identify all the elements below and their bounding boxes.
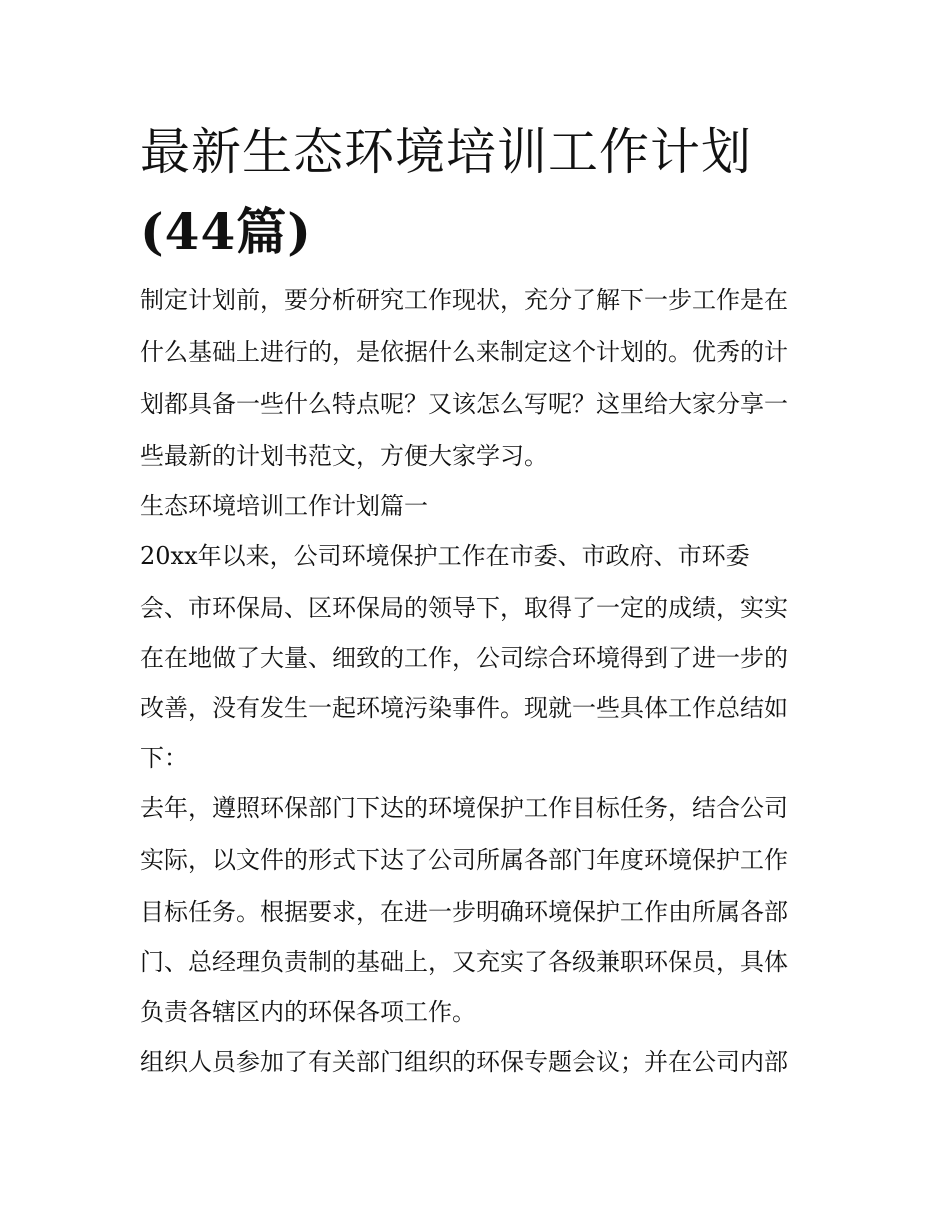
paragraph-line: 改善，没有发生一起环境污染事件。现就一些具体工作总结如	[140, 694, 788, 722]
paragraph-line: 在在地做了大量、细致的工作，公司综合环境得到了进一步的	[140, 644, 788, 672]
intro-line: 制定计划前，要分析研究工作现状，充分了解下一步工作是在	[140, 286, 788, 314]
paragraph-line: 会、市环保局、区环保局的领导下，取得了一定的成绩，实实	[140, 594, 788, 622]
paragraph-line: 去年，遵照环保部门下达的环境保护工作目标任务，结合公司	[140, 794, 788, 822]
paragraph-line: 门、总经理负责制的基础上，又充实了各级兼职环保员，具体	[140, 948, 788, 976]
title-line-1: 最新生态环境培训工作计划	[140, 123, 752, 181]
paragraph-line: 20xx年以来，公司环境保护工作在市委、市政府、市环委	[140, 542, 750, 570]
paragraph-line: 下：	[140, 744, 188, 772]
paragraph-line: 组织人员参加了有关部门组织的环保专题会议；并在公司内部	[140, 1048, 788, 1076]
intro-line: 划都具备一些什么特点呢？又该怎么写呢？这里给大家分享一	[140, 390, 788, 418]
intro-line: 什么基础上进行的，是依据什么来制定这个计划的。优秀的计	[140, 338, 788, 366]
paragraph-line: 目标任务。根据要求，在进一步明确环境保护工作由所属各部	[140, 898, 788, 926]
title-line-2: (44篇)	[140, 202, 312, 261]
intro-line: 些最新的计划书范文，方便大家学习。	[140, 442, 548, 470]
paragraph-line: 实际，以文件的形式下达了公司所属各部门年度环境保护工作	[140, 846, 788, 874]
paragraph-line: 负责各辖区内的环保各项工作。	[140, 998, 476, 1026]
section-heading: 生态环境培训工作计划篇一	[140, 492, 428, 520]
document-title	[140, 112, 820, 272]
